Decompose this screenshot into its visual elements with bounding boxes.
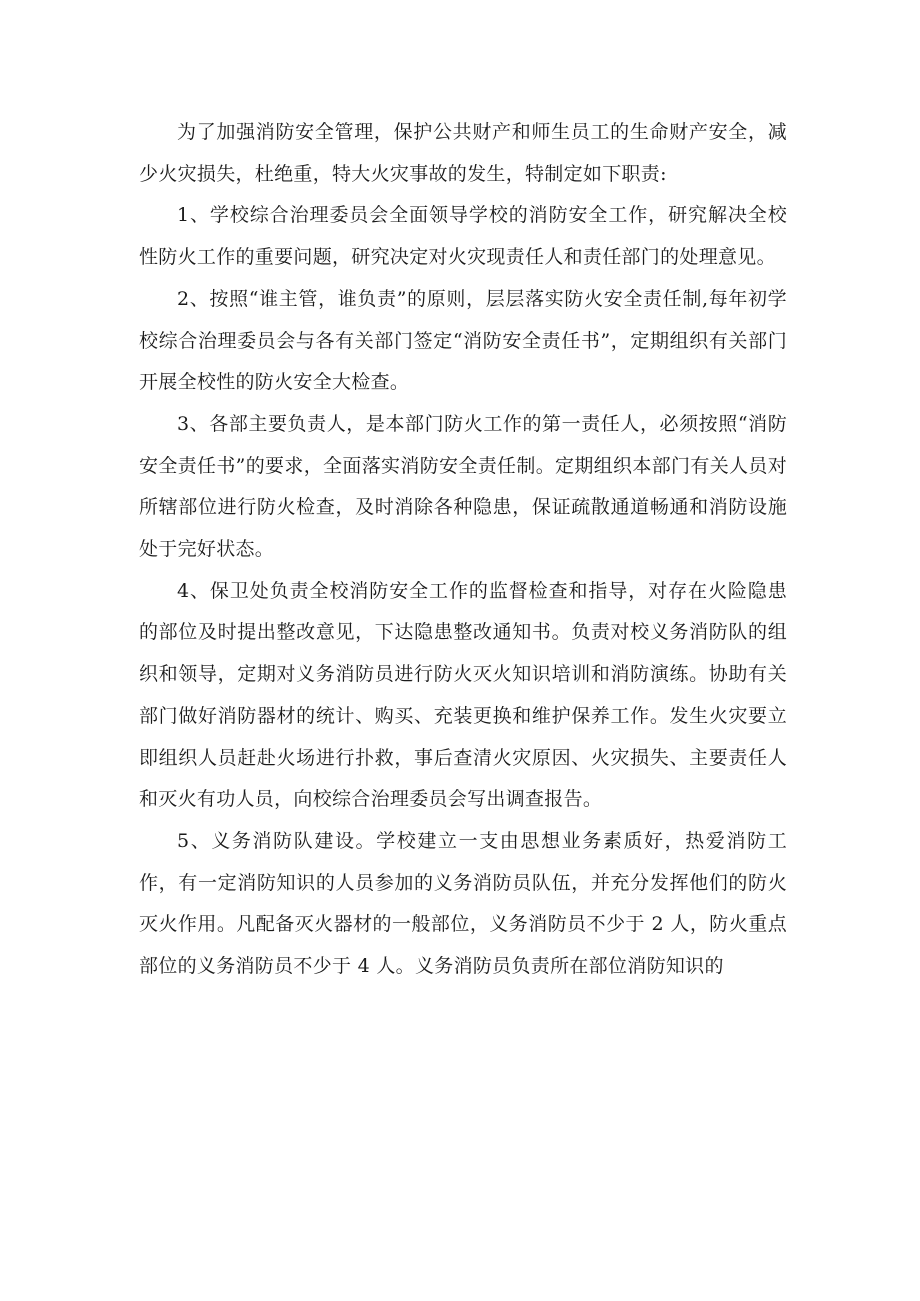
paragraph-item-3: 3、各部主要负责人，是本部门防火工作的第一责任人，必须按照“消防安全责任书”的要求，全面落实消防安全责任制。定期组织本部门有关人员对所辖部位进行防火检查，及时消除各种隐患，保证疏散通道畅通和消防设施处于完好状态。 xyxy=(139,412,787,561)
paragraph-item-4: 4、保卫处负责全校消防安全工作的监督检查和指导，对存在火险隐患的部位及时提出整改意见，下达隐患整改通知书。负责对校义务消防队的组织和领导，定期对义务消防员进行防火灭火知识培训和消防演练。协助有关部门做好消防器材的统计、购买、充装更换和维护保养工作。发生火灾要立即组织人员赶赴火场进行扑救，事后查清火灾原因、火灾损失、主要责任人和灭火有功人员，向校综合治理委员会写出调查报告。 xyxy=(139,579,787,811)
document-body xyxy=(139,112,787,988)
paragraph-intro: 为了加强消防安全管理，保护公共财产和师生员工的生命财产安全，减少火灾损失，杜绝重，特大火灾事故的发生，特制定如下职责: xyxy=(139,121,787,185)
paragraph-item-5: 5、义务消防队建设。学校建立一支由思想业务素质好，热爱消防工作，有一定消防知识的人员参加的义务消防员队伍，并充分发挥他们的防火灭火作用。凡配备灭火器材的一般部位，义务消防员不少于 2 人，防火重点部位的义务消防员不少于 4 人。义务消防员负责所在部位消防知识的 xyxy=(139,829,787,978)
paragraph-item-1: 1、学校综合治理委员会全面领导学校的消防安全工作，研究解决全校性防火工作的重要问题，研究决定对火灾现责任人和责任部门的处理意见。 xyxy=(139,204,787,269)
paragraph-item-2: 2、按照“谁主管，谁负责”的原则，层层落实防火安全责任制,每年初学校综合治理委员会与各有关部门签定“消防安全责任书”，定期组织有关部门开展全校性的防火安全大检查。 xyxy=(139,287,787,394)
